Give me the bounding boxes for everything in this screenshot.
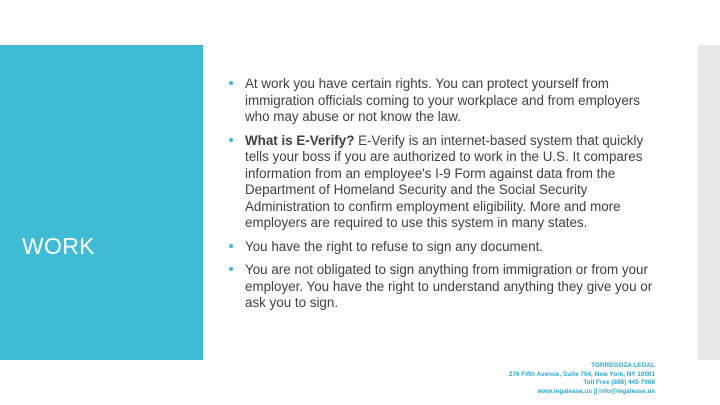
footer-contact [509, 362, 655, 396]
bullet-text: You are not obligated to sign anything from immigration or from your employer. You have the right to understand anything they give you or ask you to sign. [245, 262, 653, 310]
title-panel [0, 45, 203, 360]
bullet-dot-icon [229, 267, 233, 271]
bullet-item [229, 76, 659, 126]
bullet-item [229, 133, 659, 232]
bullet-dot-icon [229, 138, 233, 142]
right-edge-strip [698, 45, 720, 360]
footer-phone: Toll Free (888) 445-7066 [583, 379, 655, 387]
slide-title: WORK [22, 233, 95, 259]
bullet-text: You have the right to refuse to sign any document. [245, 238, 544, 254]
footer-address: 276 Fifth Avenue, Suite 704, New York, NY 10001 [508, 370, 655, 378]
footer-org: TORREGOZA LEGAL [591, 362, 655, 369]
bullet-dot-icon [229, 81, 233, 85]
bullet-dot-icon [229, 244, 233, 248]
bullet-list [229, 76, 659, 319]
bullet-text: E-Verify is an internet-based system that quickly tells your boss if you are authorized to work in the U.S. It compares information from an employee's I-9 Form against data from the Department of Homeland Security and the Social Security Administration to confirm employment eligibility. More and more employers are required to use this system in many states. [245, 132, 644, 230]
bullet-heading: What is E-Verify? [245, 132, 355, 148]
bullet-item [229, 239, 659, 256]
footer-web: www.legalease.us || info@legalease.us [537, 387, 655, 395]
bullet-text: At work you have certain rights. You can protect yourself from immigration officials coming to your workplace and from employers who may abuse or not know the law. [245, 76, 640, 124]
bullet-item [229, 262, 659, 312]
